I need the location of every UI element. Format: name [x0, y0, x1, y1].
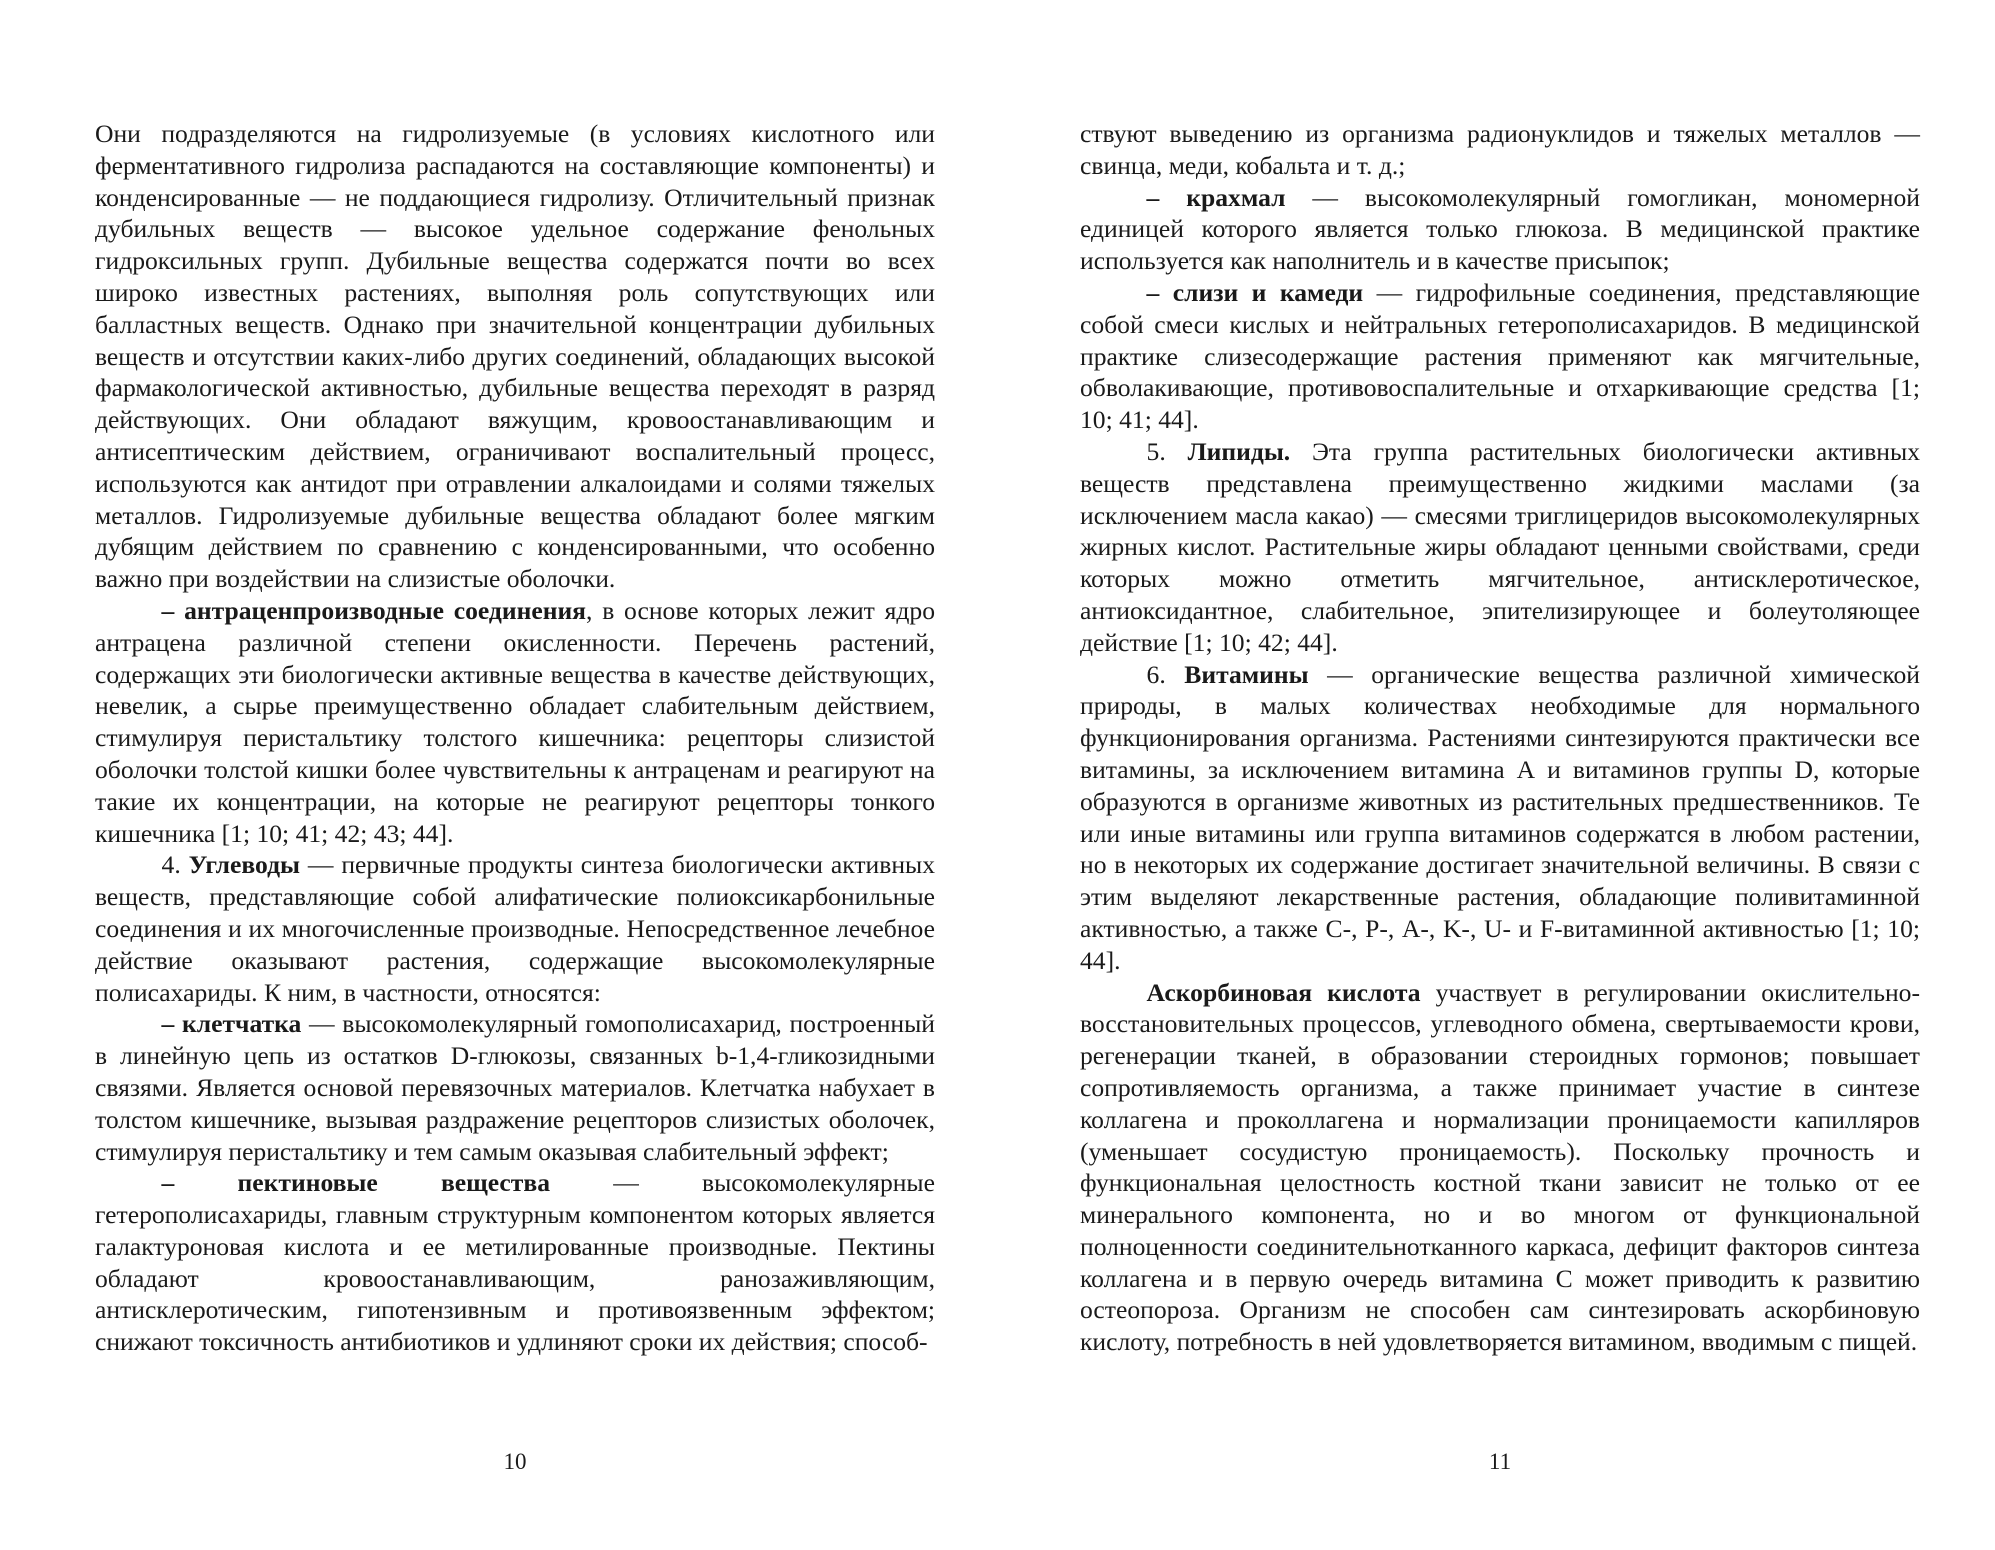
term-cellulose: – клетчатка: [161, 1009, 302, 1039]
term-ascorbic-acid: Аскорбиновая кислота: [1146, 977, 1421, 1007]
page-number-left: 10: [503, 1449, 527, 1474]
item-number: 5.: [1146, 436, 1188, 466]
paragraph-lipids-text: Эта группа растительных биологически активных веществ представлена преимущественно жидкими маслами (за исключением масла какао) — смесями триглицеридов высокомолекулярных жирных кислот. Растительные жиры обладают ценными свойствами, среди которых можно отметить мягчительное, антисклеротическое, антиоксидантное, слабительное, эпителизирующее и болеутоляющее действие [1; 10; 42; 44].: [1080, 436, 1921, 657]
paragraph-mucilage-text: — гидрофильные соединения, представляющие собой смеси кислых и нейтральных гетерополисахаридов. В медицинской практике слизесодержащие растения применяют как мягчительные, обволакивающие, противовоспалительные и отхаркивающие средства [1; 10; 41; 44].: [1080, 277, 1921, 435]
item-number: 4.: [161, 850, 189, 880]
right-page: [1080, 118, 1920, 1358]
term-starch: – крахмал: [1146, 182, 1286, 212]
paragraph-starch: [1080, 182, 1920, 277]
paragraph-cellulose: [95, 1008, 935, 1167]
term-anthracene: – антраценпроизводные соединения: [161, 595, 587, 625]
page-number-right: 11: [1488, 1449, 1512, 1474]
paragraph-pectins-text: — высокомолекулярные гетерополисахариды, главным структурным компонентом которых является галактуроновая кислота и ее метилированные производные. Пектины обладают кровоостанавливающим, ранозаживляющим, антисклеротическим, гипотензивным и противоязвенным эффектом; снижают токсичность антибиотиков и удлиняют сроки их действия; способ-: [95, 1168, 935, 1357]
term-carbohydrates: Углеводы: [188, 850, 300, 880]
paragraph-carbohydrates-text: — первичные продукты синтеза биологически активных веществ, представляющие собой алифатические полиоксикарбонильные соединения и их многочисленные производные. Непосредственное лечебное действие оказывают растения, содержащие высокомолекулярные полисахариды. К ним, в частности, относятся:: [95, 850, 936, 1007]
paragraph-anthracene: [95, 595, 935, 849]
paragraph-ascorbic-acid: [1080, 977, 1920, 1359]
paragraph-lipids: [1080, 436, 1920, 659]
paragraph-starch-text: — высокомолекулярный гомогликан, мономерной единицей которого является только глюкоза. В медицинской практике используется как наполнитель и в качестве присыпок;: [1080, 182, 1920, 276]
term-lipids: Липиды.: [1187, 436, 1291, 466]
term-vitamins: Витамины: [1184, 659, 1309, 689]
paragraph-vitamins: [1080, 659, 1920, 977]
item-number: 6.: [1146, 659, 1185, 689]
left-page: [95, 118, 935, 1358]
paragraph-continuation: ствуют выведению из организма радионуклидов и тяжелых металлов — свинца, меди, кобальта и т. д.;: [1080, 119, 1920, 180]
paragraph-pectins: [95, 1167, 935, 1358]
paragraph-anthracene-text: , в основе которых лежит ядро антрацена различной степени окисленности. Перечень растений, содержащих эти биологически активные вещества в качестве действующих, невелик, а сырье преимущественно обладает слабительным действием, стимулируя перистальтику толстого кишечника: рецепторы слизистой оболочки толстой кишки более чувствительны к антраценам и реагируют на такие их концентрации, на которые не реагируют рецепторы тонкого кишечника [1; 10; 41; 42; 43; 44].: [95, 595, 936, 848]
paragraph-cellulose-text: — высокомолекулярный гомополисахарид, построенный в линейную цепь из остатков D-глюкозы, связанных b-1,4-гликозидными связями. Является основой перевязочных материалов. Клетчатка набухает в толстом кишечнике, вызывая раздражение рецепторов слизистых оболочек, стимулируя перистальтику и тем самым оказывая слабительный эффект;: [95, 1009, 936, 1166]
paragraph-tannins: Они подразделяются на гидролизуемые (в условиях кислотного или ферментативного гидролиза распадаются на составляющие компоненты) и конденсированные — не поддающиеся гидролизу. Отличительный признак дубильных веществ — высокое удельное содержание фенольных гидроксильных групп. Дубильные вещества содержатся почти во всех широко известных растениях, выполняя роль сопутствующих или балластных веществ. Однако при значительной концентрации дубильных веществ и отсутствии каких-либо других соединений, обладающих высокой фармакологической активностью, дубильные вещества переходят в разряд действующих. Они обладают вяжущим, кровоостанавливающим и антисептическим действием, ограничивают воспалительный процесс, используются как антидот при отравлении алкалоидами и солями тяжелых металлов. Гидролизуемые дубильные вещества обладают более мягким дубящим действием по сравнению с конденсированными, что особенно важно при воздействии на слизистые оболочки.: [95, 119, 935, 594]
paragraph-vitamins-text: — органические вещества различной химической природы, в малых количествах необходимые для нормального функционирования организма. Растениями синтезируются практически все витамины, за исключением витамина А и витаминов группы D, которые образуются в организме животных из растительных предшественников. Те или иные витамины или группа витаминов содержатся в любом растении, но в некоторых их содержание достигает значительной величины. В связи с этим выделяют лекарственные растения, обладающие поливитаминной активностью, а также С-, Р-, А-, K-, U- и F-витаминной активностью [1; 10; 44].: [1080, 659, 1921, 975]
paragraph-carbohydrates: [95, 849, 935, 1008]
paragraph-ascorbic-acid-text: участвует в регулировании окислительно-восстановительных процессов, углеводного обмена, свертываемости крови, регенерации тканей, в образовании стероидных гормонов; повышает сопротивляемость организма, а также принимает участие в синтезе коллагена и проколлагена и нормализации проницаемости капилляров (уменьшает сосудистую проницаемость). Поскольку прочность и функциональная целостность костной ткани зависит не только от ее минерального компонента, но и во многом от функциональной полноценности соединительнотканного каркаса, дефицит факторов синтеза коллагена и в первую очередь витамина С может приводить к развитию остеопороза. Организм не способен сам синтезировать аскорбиновую кислоту, потребность в ней удовлетворяется витамином, вводимым с пищей.: [1080, 977, 1921, 1357]
term-mucilage: – слизи и камеди: [1146, 277, 1364, 307]
term-pectins: – пектиновые вещества: [161, 1168, 550, 1198]
paragraph-mucilage: [1080, 277, 1920, 436]
